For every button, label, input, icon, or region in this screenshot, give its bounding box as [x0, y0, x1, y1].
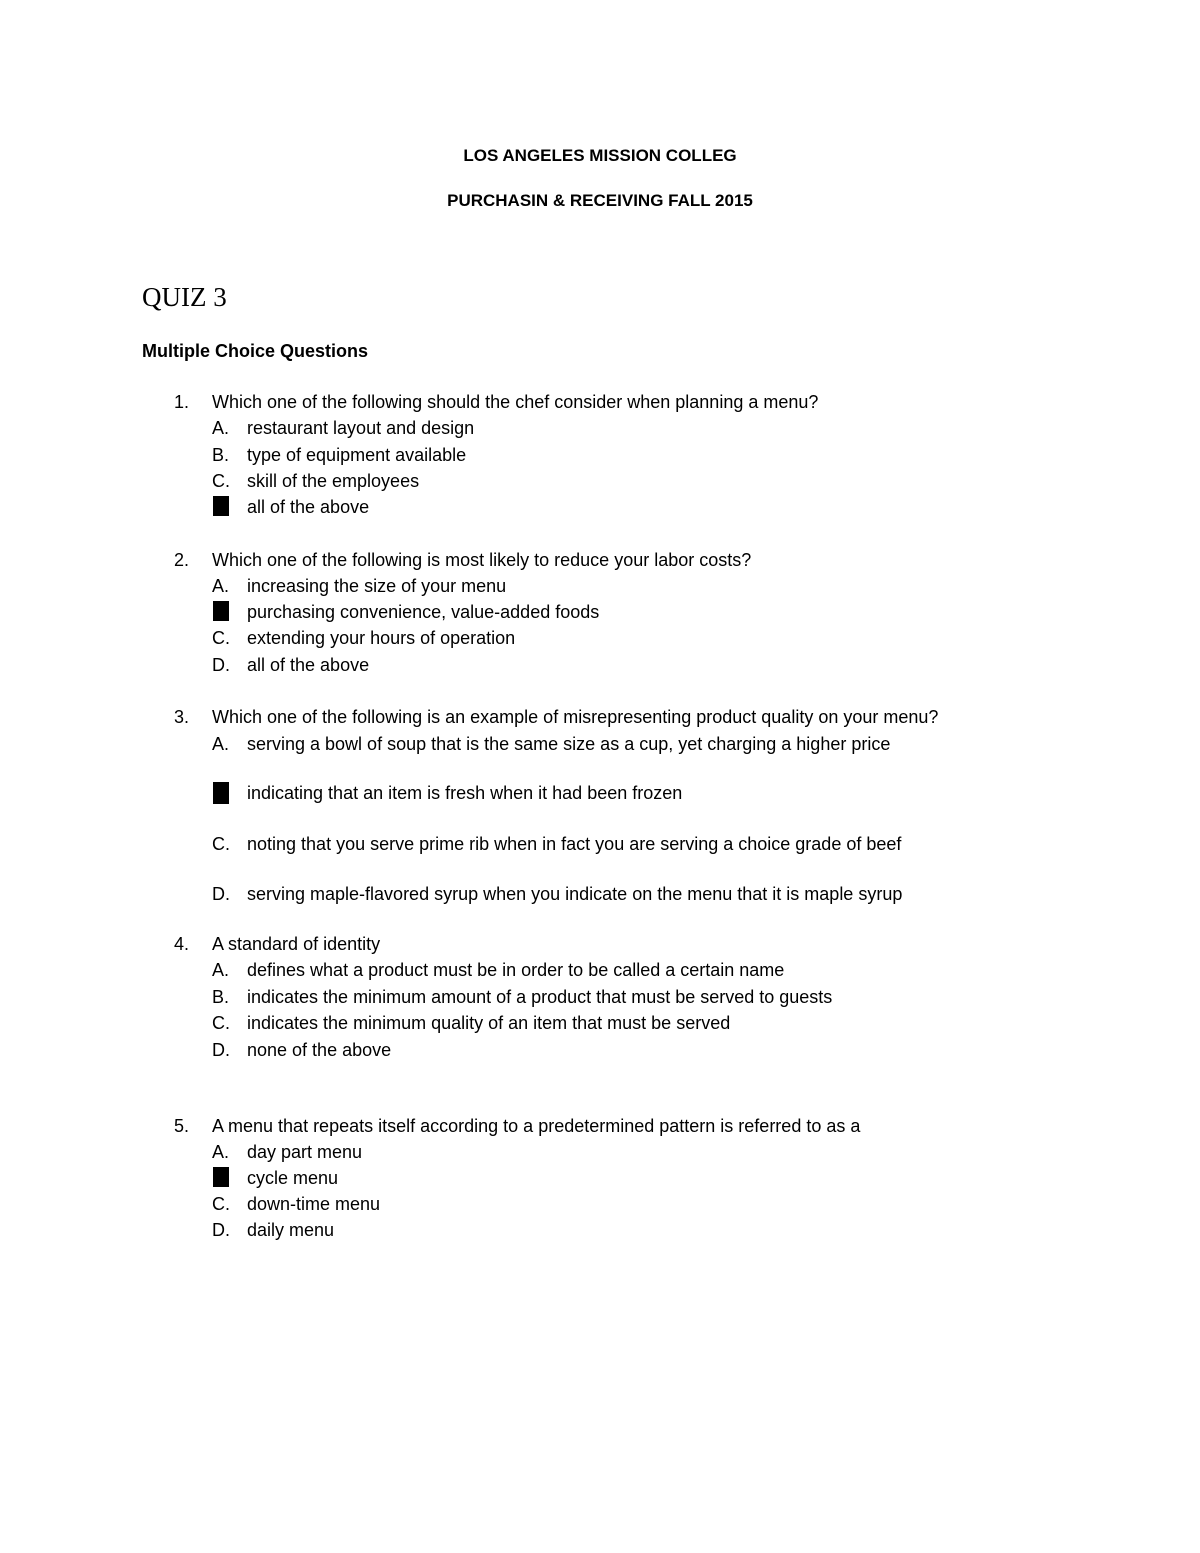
option-text: daily menu: [247, 1220, 335, 1240]
option-text: noting that you serve prime rib when in fact you are serving a choice grade of beef: [247, 834, 902, 854]
course-title: PURCHASIN & RECEIVING FALL 2015: [447, 191, 753, 210]
option-text: defines what a product must be in order to be called a certain name: [247, 960, 785, 980]
option-text: purchasing convenience, value-added foods: [247, 602, 600, 622]
college-name: LOS ANGELES MISSION COLLEG: [463, 146, 737, 165]
option-text: none of the above: [247, 1040, 392, 1060]
option-letter: D.: [212, 884, 230, 904]
option-letter: C.: [212, 471, 230, 491]
option-text: skill of the employees: [247, 471, 420, 491]
option-letter: B.: [212, 987, 230, 1007]
question-text: Which one of the following should the chef consider when planning a menu?: [212, 392, 819, 412]
question-text: Which one of the following is most likely to reduce your labor costs?: [212, 550, 752, 570]
quiz-title: QUIZ 3: [142, 282, 227, 312]
option-text: serving a bowl of soup that is the same size as a cup, yet charging a higher price: [247, 734, 891, 754]
option-letter: C.: [212, 628, 230, 648]
question-text: Which one of the following is an example of misrepresenting product quality on your menu?: [212, 707, 939, 727]
option-letter: C.: [212, 834, 230, 854]
answer-mark: [213, 1167, 229, 1187]
option-letter: C.: [212, 1013, 230, 1033]
option-text: increasing the size of your menu: [247, 576, 507, 596]
question-text: A menu that repeats itself according to a predetermined pattern is referred to as a: [212, 1116, 861, 1136]
option-text: type of equipment available: [247, 445, 467, 465]
option-text: down-time menu: [247, 1194, 381, 1214]
option-text: restaurant layout and design: [247, 418, 475, 438]
option-text: all of the above: [247, 655, 370, 675]
option-text: day part menu: [247, 1142, 363, 1162]
option-text: all of the above: [247, 497, 370, 517]
answer-mark: [213, 782, 229, 804]
option-text: indicating that an item is fresh when it had been frozen: [247, 783, 683, 803]
option-letter: B.: [212, 445, 230, 465]
answer-mark: [213, 601, 229, 621]
option-text: indicates the minimum quality of an item that must be served: [247, 1013, 731, 1033]
question-number: 4.: [174, 934, 190, 954]
option-text: serving maple-flavored syrup when you indicate on the menu that it is maple syrup: [247, 884, 903, 904]
option-letter: A.: [212, 960, 230, 980]
question-number: 3.: [174, 707, 190, 727]
question-number: 2.: [174, 550, 190, 570]
option-letter: D.: [212, 655, 230, 675]
option-letter: A.: [212, 1142, 230, 1162]
answer-mark: [213, 496, 229, 516]
option-letter: A.: [212, 576, 230, 596]
option-text: extending your hours of operation: [247, 628, 516, 648]
question-number: 1.: [174, 392, 190, 412]
option-letter: D.: [212, 1220, 230, 1240]
option-letter: A.: [212, 418, 230, 438]
option-letter: C.: [212, 1194, 230, 1214]
section-title: Multiple Choice Questions: [142, 341, 369, 361]
option-text: cycle menu: [247, 1168, 339, 1188]
option-letter: A.: [212, 734, 230, 754]
question-number: 5.: [174, 1116, 190, 1136]
question-text: A standard of identity: [212, 934, 381, 954]
option-text: indicates the minimum amount of a product that must be served to guests: [247, 987, 833, 1007]
option-letter: D.: [212, 1040, 230, 1060]
